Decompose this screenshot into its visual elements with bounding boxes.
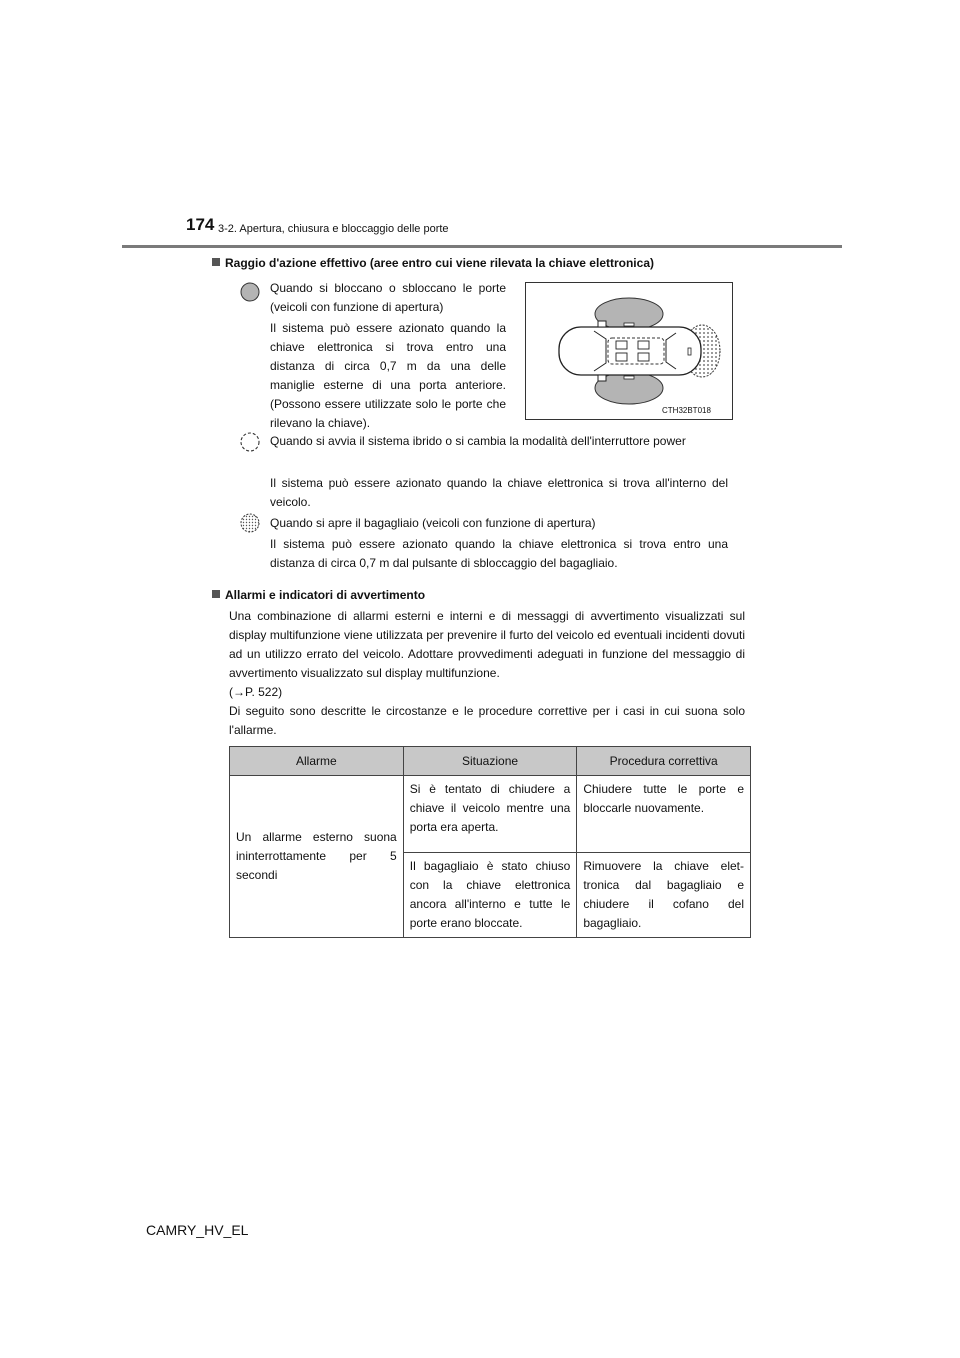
section-heading-text: Raggio d'azione effettivo (aree entro cui viene rilevata la chiave elettronica) <box>225 256 654 270</box>
footer-manual-code: CAMRY_HV_EL <box>146 1222 249 1238</box>
table-header-row <box>230 747 751 776</box>
situation-cell: Il bagagliaio è stato chiuso con la chiave elettronica ancora all'interno e tutte le porte erano bloccate. <box>403 853 577 938</box>
item-body-lock: Il sistema può essere azionato quando la chiave elettronica si trova entro una distanza di circa 0,7 m da una delle maniglie esterne di una porta anteriore. (Possono essere utilizzate solo le porte che rilevano la chiave). <box>270 321 506 430</box>
situation-cell: Si è tentato di chiudere a chiave il veicolo mentre una porta era aperta. <box>403 776 577 853</box>
alarm-cell: Un allarme esterno suona ininterrottamente per 5 secondi <box>230 776 404 938</box>
item-body-trunk: Il sistema può essere azionato quando la chiave elettronica si trova entro una distanza di circa 0,7 m dal pulsante di sbloccaggio del bagagliaio. <box>270 537 728 570</box>
dashed-outline-circle-icon <box>239 431 261 453</box>
page-number: 174 <box>186 215 215 234</box>
alarms-paragraph-text: Una combinazione di allarmi esterni e interni e di messaggi di avvertimento visualizzati sul display multifunzione viene utilizzata per prevenire il furto del veicolo ed eventuali incidenti dovuti ad un utilizzo errato del veicolo. Adottare provvedimenti adeguati in funzione del messaggio di avvertimento visualizzato sul display multifunzione. <box>229 609 745 680</box>
item-title-lock: Quando si bloccano o sbloccano le porte (veicoli con funzione di apertura) <box>270 281 506 314</box>
item-title-trunk: Quando si apre il bagagliaio (veicoli con funzione di apertura) <box>270 516 596 530</box>
header-divider <box>122 245 842 248</box>
item-title-start: Quando si avvia il sistema ibrido o si cambia la modalità dell'interruttore power <box>270 434 686 448</box>
item-body-start: Il sistema può essere azionato quando la chiave elettronica si trova all'interno del veicolo. <box>270 476 728 509</box>
range-diagram <box>525 282 733 420</box>
diagram-code: CTH32BT018 <box>662 406 711 415</box>
action-cell: Rimuovere la chiave elet-tronica dal bagagliaio e chiudere il cofano del bagagliaio. <box>577 853 751 938</box>
section-heading-range <box>212 256 654 270</box>
page-reference-link[interactable]: (→P. 522) <box>229 685 283 699</box>
column-header-alarm: Allarme <box>230 747 404 776</box>
dotted-circle-icon <box>239 512 261 534</box>
column-header-situation: Situazione <box>403 747 577 776</box>
car-top-view-illustration <box>526 283 732 419</box>
section-heading-alarms <box>212 588 425 602</box>
alarm-table <box>229 746 751 938</box>
square-bullet-icon <box>212 258 220 266</box>
section-heading-text: Allarmi e indicatori di avvertimento <box>225 588 426 602</box>
chapter-title: 3-2. Apertura, chiusura e bloccaggio delle porte <box>218 223 449 235</box>
alarms-paragraph <box>229 607 745 702</box>
action-cell: Chiudere tutte le porte e bloccarle nuovamente. <box>577 776 751 853</box>
square-bullet-icon <box>212 590 220 598</box>
table-row <box>230 776 751 853</box>
solid-gray-circle-icon <box>239 281 261 303</box>
alarms-intro-paragraph: Di seguito sono descritte le circostanze e le procedure correttive per i casi in cui suona solo l'allarme. <box>229 704 745 737</box>
column-header-action: Procedura correttiva <box>577 747 751 776</box>
